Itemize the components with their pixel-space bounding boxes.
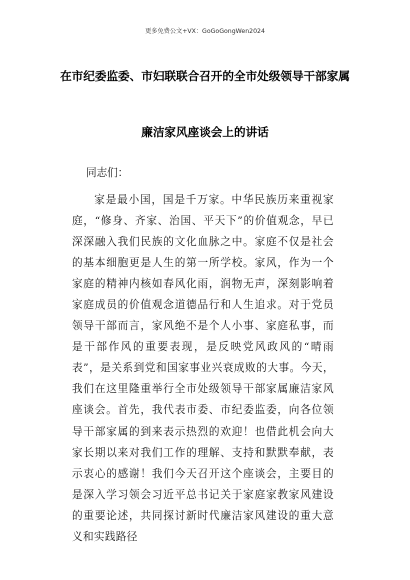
header-note: 更多免费公文+VX：GoGoGongWen2024: [145, 28, 265, 35]
body-paragraph: 家是最小国，国是千万家。中华民族历来重视家庭，“修身、齐家、治国、平天下”的价值观念，早已深深融入我们民族的文化血脉之中。家庭不仅是社会的基本细胞更是人生的第一所学校。家风，作为一个家庭的精神内核如春风化雨，润物无声，深刻影响着家庭成员的价值观念道德品行和人生追求。对于党员领导干部而言，家风绝不是个人小事、家庭私事，而是干部作风的重要表现，是反映党风政风的“晴雨表”，是关系到党和国家事业兴衰成败的大事。今天，我们在这里隆重举行全市处级领导干部家属廉洁家风座谈会。首先，我代表市委、市纪委监委，向各位领导干部家属的到来表示热烈的欢迎！也借此机会向大家长期以来对我们工作的理解、支持和默默奉献，表示衷心的感谢！我们今天召开这个座谈会，主要目的是深入学习领会习近平总书记关于家庭家教家风建设的重要论述，共同探讨新时代廉洁家风建设的重大意义和实践路径: [72, 194, 334, 543]
document-title-line-1: 在市纪委监委、市妇联联合召开的全市处级领导干部家属: [60, 69, 350, 83]
greeting: 同志们：: [86, 167, 129, 179]
document-title-line-2: 廉洁家风座谈会上的讲话: [141, 125, 269, 139]
